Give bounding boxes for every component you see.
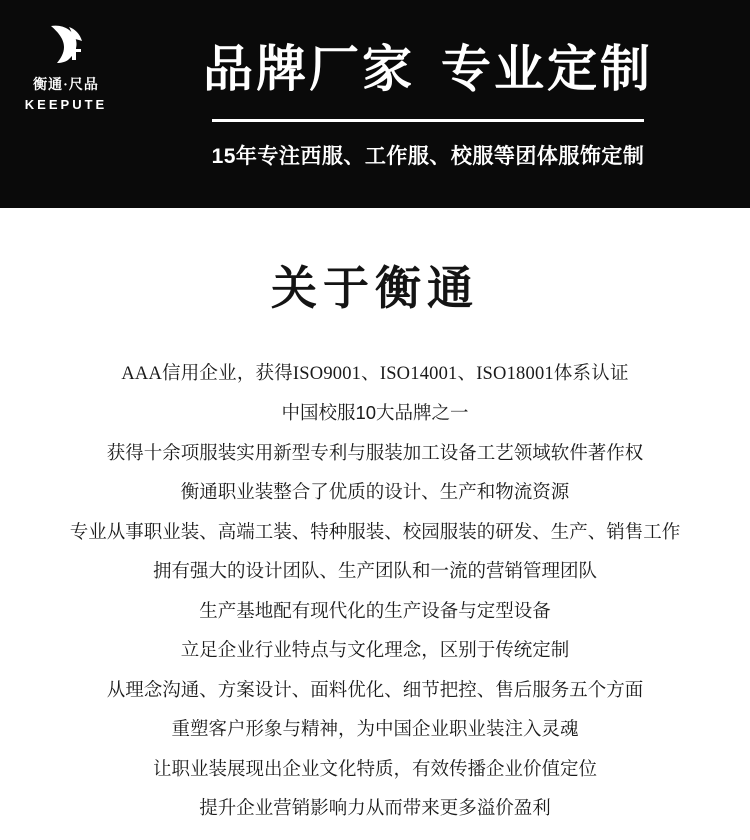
keepute-mark-icon bbox=[43, 22, 89, 68]
list-item: 拥有强大的设计团队、生产团队和一流的营销管理团队 bbox=[152, 560, 597, 581]
banner-subtitle: 15年专注西服、工作服、校服等团体服饰定制 bbox=[211, 145, 645, 168]
brand-name-en: KEEPUTE bbox=[24, 97, 108, 112]
list-item: 从理念沟通、方案设计、面料优化、细节把控、售后服务五个方面 bbox=[106, 678, 644, 700]
list-item: 让职业装展现出企业文化特质，有效传播企业价值定位 bbox=[152, 757, 597, 779]
list-item: 生产基地配有现代化的生产设备与定型设备 bbox=[199, 599, 551, 621]
page-title: 关于衡通 bbox=[271, 262, 479, 314]
brand-name-cn: 衡通·尺品 bbox=[33, 78, 99, 93]
banner-title bbox=[203, 42, 653, 97]
list-item: 中国校服10大品牌之一 bbox=[281, 402, 469, 423]
list-item: 衡通职业装整合了优质的设计、生产和物流资源 bbox=[180, 481, 570, 502]
list-item: 立足企业行业特点与文化理念，区别于传统定制 bbox=[180, 639, 570, 660]
list-item: 重塑客户形象与精神，为中国企业职业装注入灵魂 bbox=[171, 718, 579, 739]
header-banner bbox=[0, 0, 750, 208]
list-item: 获得十余项服装实用新型专利与服装加工设备工艺领域软件著作权 bbox=[106, 441, 644, 463]
list-item: AAA信用企业，获得ISO9001、ISO14001、ISO18001体系认证 bbox=[121, 363, 629, 384]
about-text-list bbox=[0, 354, 750, 828]
banner-divider bbox=[212, 119, 644, 122]
banner-title-right: 专业定制 bbox=[441, 41, 653, 97]
brand-logo bbox=[0, 0, 132, 208]
banner-text-block bbox=[132, 0, 750, 170]
banner-title-left: 品牌厂家 bbox=[203, 41, 415, 97]
list-item: 专业从事职业装、高端工装、特种服装、校园服装的研发、生产、销售工作 bbox=[69, 520, 681, 542]
list-item: 提升企业营销影响力从而带来更多溢价盈利 bbox=[199, 797, 551, 818]
main-content bbox=[0, 208, 750, 828]
